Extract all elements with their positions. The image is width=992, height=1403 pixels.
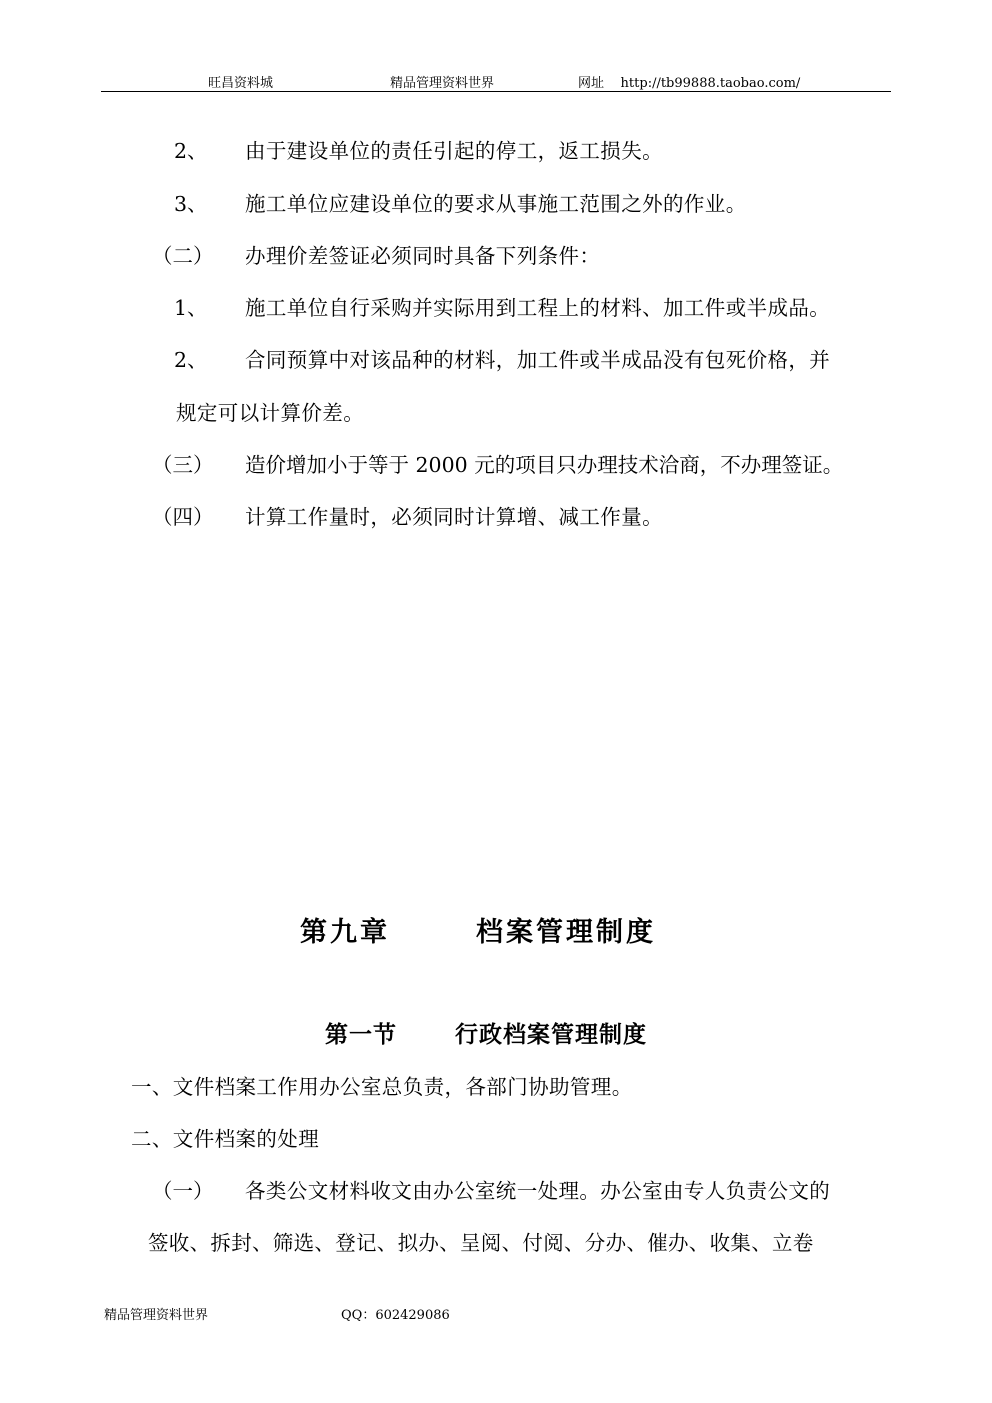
header-center: 精品管理资料世界 [390,76,495,91]
item-text: 施工单位应建设单位的要求从事施工范围之外的作业。 [245,192,747,216]
header-rule [101,91,891,92]
footer-left: 精品管理资料世界 [104,1308,209,1323]
section-number: 第一节 [325,1022,397,1048]
item-number: （一） [152,1179,214,1203]
item-text: 各类公文材料收文由办公室统一处理。办公室由专人负责公文的 [245,1179,831,1203]
item-text: 办理价差签证必须同时具备下列条件： [245,244,601,268]
paragraph: 一、文件档案工作用办公室总负责，各部门协助管理。 [131,1075,633,1099]
chapter-number: 第九章 [300,917,390,948]
header-left: 旺昌资料城 [208,76,274,91]
item-text-continued: 规定可以计算价差。 [176,401,365,425]
item-text-continued: 签收、拆封、筛选、登记、拟办、呈阅、付阅、分办、催办、收集、立卷 [148,1231,814,1255]
item-number: 2、 [174,139,208,163]
section-title: 行政档案管理制度 [455,1022,647,1048]
item-text: 合同预算中对该品种的材料，加工件或半成品没有包死价格，并 [245,348,831,372]
item-number: 2、 [174,348,208,372]
header-url[interactable]: http://tb99888.taobao.com/ [620,76,801,91]
item-text: 计算工作量时，必须同时计算增、减工作量。 [245,505,663,529]
item-number: 1、 [174,296,208,320]
item-text: 造价增加小于等于 2000 元的项目只办理技术洽商，不办理签证。 [245,453,844,477]
item-number: 3、 [174,192,208,216]
header-url-label: 网址 [578,76,605,91]
paragraph: 二、文件档案的处理 [131,1127,320,1151]
item-text: 由于建设单位的责任引起的停工，返工损失。 [245,139,663,163]
footer-right: QQ：602429086 [341,1308,450,1323]
header-right [578,72,800,91]
chapter-title: 档案管理制度 [476,917,656,948]
item-number: （二） [152,244,214,268]
item-text: 施工单位自行采购并实际用到工程上的材料、加工件或半成品。 [245,296,831,320]
item-number: （三） [152,453,214,477]
item-number: （四） [152,505,214,529]
